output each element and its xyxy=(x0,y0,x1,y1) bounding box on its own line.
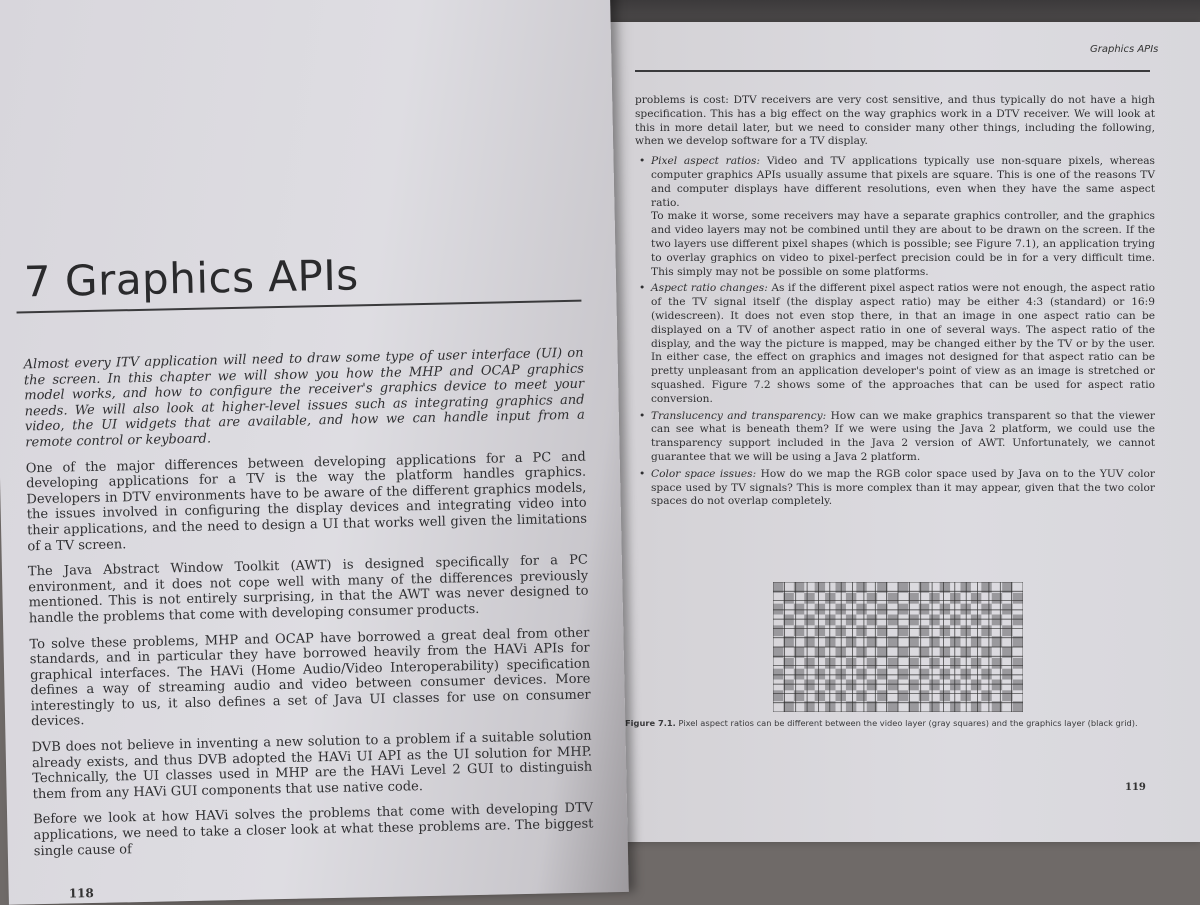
video-pixel-square xyxy=(908,593,918,604)
opening-paragraph: problems is cost: DTV receivers are very cost sensitive, and thus typically do not have a high specification. This has a big effect on the way graphics work in a DTV receiver. We will look at this in more detail later, but we need to consider many other things, including the following, when we develop software for a TV display. xyxy=(635,94,1155,148)
list-item xyxy=(639,155,1155,279)
header-rule xyxy=(635,70,1150,72)
video-pixel-square xyxy=(1002,625,1012,636)
list-item-text: How can we make graphics transparent so that the viewer can see what is beneath them? If we were using the Java 2 platform, we could use the transparency support included in the Java 2 version of AWT. Unfortunately, we cannot guarantee that we will be using a Java 2 platform. xyxy=(651,409,1155,463)
video-pixel-square xyxy=(888,658,898,669)
body-paragraph: One of the major differences between developing applications for a PC and developing applications for a TV is the way the platform handles graphics. Developers in DTV environments have to be aware of the different graphics models, the issues involved in configuring the display devices and integrating video into their applications, and the need to design a UI that works well given the limitations of a TV screen. xyxy=(25,449,588,554)
bullet-icon: • xyxy=(639,155,646,168)
list-item-term: Color space issues: xyxy=(651,467,757,480)
video-pixel-square xyxy=(783,658,793,669)
video-pixel-square xyxy=(783,615,793,626)
list-item-term: Aspect ratio changes: xyxy=(651,282,768,295)
video-pixel-square xyxy=(815,625,825,636)
video-pixel-square xyxy=(804,658,814,669)
video-pixel-square xyxy=(1013,615,1023,626)
video-pixel-square xyxy=(961,604,971,615)
list-item xyxy=(639,282,1155,406)
video-pixel-square xyxy=(929,593,939,604)
body-paragraph: To solve these problems, MHP and OCAP have borrowed a great deal from other standards, and in particular they have borrowed heavily from the HAVi APIs for graphical interfaces. The HAVi (Home Audio/Video Interoperability) specification defines a way of streaming audio and video between consumer devices. More interestingly to us, it also defines a set of Java UI classes for use on consumer devices. xyxy=(29,625,591,730)
video-pixel-square xyxy=(1002,690,1012,701)
video-pixel-square xyxy=(856,625,866,636)
video-pixel-square xyxy=(888,615,898,626)
video-pixel-square xyxy=(981,625,991,636)
video-pixel-square xyxy=(950,593,960,604)
video-pixel-square xyxy=(836,669,846,680)
video-pixel-square xyxy=(846,615,856,626)
video-pixel-square xyxy=(1013,593,1023,604)
video-pixel-square xyxy=(825,658,835,669)
video-pixel-square xyxy=(804,680,814,691)
video-pixel-square xyxy=(846,658,856,669)
chapter-intro: Almost every ITV application will need to draw some type of user interface (UI) on the screen. In this chapter we will show you how the MHP and OCAP graphics model works, and how to configure the receiver's graphics device to meet your needs. We will also look at higher-level issues such as integrating graphics and video, the UI widgets that are available, and how we can handle input from a remote control or keyboard. xyxy=(23,345,585,451)
video-pixel-square xyxy=(846,593,856,604)
video-pixel-square xyxy=(981,669,991,680)
video-pixel-square xyxy=(836,625,846,636)
video-pixel-square xyxy=(804,593,814,604)
right-page-body xyxy=(635,94,1155,512)
video-pixel-square xyxy=(908,680,918,691)
bullet-icon: • xyxy=(639,282,646,295)
list-item xyxy=(639,409,1155,465)
chapter-title: 7 Graphics APIs xyxy=(23,250,360,307)
video-pixel-square xyxy=(929,680,939,691)
page-number-left: 118 xyxy=(68,886,94,901)
list-item-text: How do we map the RGB color space used by Java on to the YUV color space used by TV signals? This is more complex than it may appear, given that the two color spaces do not overlap completely. xyxy=(651,467,1155,508)
video-pixel-square xyxy=(929,658,939,669)
list-item-term: Translucency and transparency: xyxy=(651,409,827,422)
video-pixel-square xyxy=(898,669,908,680)
video-pixel-square xyxy=(981,604,991,615)
video-pixel-square xyxy=(908,615,918,626)
figure-caption xyxy=(625,717,1155,729)
video-pixel-square xyxy=(981,690,991,701)
video-pixel-square xyxy=(1002,669,1012,680)
body-paragraph: The Java Abstract Window Toolkit (AWT) is designed specifically for a PC environment, and it does not cope well with many of the differences previously mentioned. This is not entirely surprising, in that the AWT was never designed to handle the problems that come with developing consumer products. xyxy=(27,552,589,627)
video-pixel-square xyxy=(961,625,971,636)
video-pixel-square xyxy=(877,625,887,636)
video-pixel-square xyxy=(877,690,887,701)
video-pixel-square xyxy=(836,690,846,701)
list-item-extra: To make it worse, some receivers may have a separate graphics controller, and the graphics and video layers may not be combined until they are about to be drawn on the screen. If the two layers use different pixel shapes (which is possible; see Figure 7.1), an application trying to overlay graphics on video to pixel-perfect precision could be in for a very difficult time. This simply may not be possible on some platforms. xyxy=(651,210,1155,278)
video-pixel-square xyxy=(815,669,825,680)
left-page-body xyxy=(23,346,594,870)
video-pixel-square xyxy=(940,604,950,615)
issues-list xyxy=(635,155,1155,509)
video-pixel-square xyxy=(898,690,908,701)
video-pixel-square xyxy=(950,680,960,691)
video-pixel-square xyxy=(815,690,825,701)
video-pixel-square xyxy=(856,690,866,701)
video-pixel-square xyxy=(950,658,960,669)
video-pixel-square xyxy=(961,690,971,701)
pixel-aspect-figure xyxy=(773,582,1023,712)
video-pixel-square xyxy=(950,615,960,626)
video-pixel-square xyxy=(888,593,898,604)
video-pixel-square xyxy=(877,604,887,615)
figure-label: Figure 7.1. xyxy=(625,718,676,728)
running-header: Graphics APIs xyxy=(1090,44,1159,55)
video-pixel-square xyxy=(940,669,950,680)
video-pixel-square xyxy=(971,593,981,604)
video-pixel-square xyxy=(940,625,950,636)
list-item-text: As if the different pixel aspect ratios were not enough, the aspect ratio of the TV signal itself (the display aspect ratio) may be either 4:3 (standard) or 16:9 (widescreen). It does not even stop there, in that an image in one aspect ratio can be displayed on a TV of another aspect ratio in one of several ways. The aspect ratio of the display, and the way the picture is mapped, may be changed either by the TV or by the user. In either case, the effect on graphics and images not designed for that aspect ratio can be pretty unpleasant from an application developer's point of view as an image is stretched or squashed. Figure 7.2 shows some of the approaches that can be used for aspect ratio conversion. xyxy=(651,282,1155,405)
video-pixel-square xyxy=(877,669,887,680)
list-item xyxy=(639,467,1155,509)
video-pixel-square xyxy=(898,625,908,636)
figure-caption-text: Pixel aspect ratios can be different between the video layer (gray squares) and the graphics layer (black grid). xyxy=(678,718,1138,728)
video-pixel-square xyxy=(773,604,783,615)
video-pixel-square xyxy=(1002,604,1012,615)
video-pixel-square xyxy=(773,669,783,680)
page-number-right: 119 xyxy=(1125,782,1146,793)
video-pixel-square xyxy=(804,615,814,626)
list-item-text: Video and TV applications typically use non-square pixels, whereas computer graphics APIs usually assume that pixels are square. This is one of the reasons TV and computer displays have different resolutions, even when they have the same aspect ratio. xyxy=(651,155,1155,209)
video-pixel-square xyxy=(825,615,835,626)
video-pixel-square xyxy=(961,669,971,680)
video-pixel-square xyxy=(971,615,981,626)
video-pixel-square xyxy=(783,593,793,604)
body-paragraph: Before we look at how HAVi solves the problems that come with developing DTV applications, we need to take a closer look at what these problems are. The biggest single cause of xyxy=(33,800,594,859)
video-pixel-square xyxy=(856,669,866,680)
video-pixel-square xyxy=(783,680,793,691)
bullet-icon: • xyxy=(639,467,646,480)
video-pixel-square xyxy=(971,680,981,691)
video-pixel-square xyxy=(1013,658,1023,669)
list-item-term: Pixel aspect ratios: xyxy=(651,155,761,168)
video-pixel-square xyxy=(888,680,898,691)
video-pixel-square xyxy=(929,615,939,626)
video-pixel-square xyxy=(773,690,783,701)
video-pixel-square xyxy=(846,680,856,691)
video-pixel-square xyxy=(773,625,783,636)
video-pixel-square xyxy=(898,604,908,615)
video-pixel-square xyxy=(940,690,950,701)
video-pixel-square xyxy=(815,604,825,615)
body-paragraph: DVB does not believe in inventing a new solution to a problem if a suitable solution already exists, and thus DVB adopted the HAVi UI API as the UI solution for MHP. Technically, the UI classes used in MHP are the HAVi Level 2 GUI to distinguish them from any HAVi GUI components that use native code. xyxy=(31,728,593,803)
bullet-icon: • xyxy=(639,409,646,422)
video-pixel-square xyxy=(908,658,918,669)
video-pixel-square xyxy=(825,680,835,691)
video-pixel-square xyxy=(825,593,835,604)
video-pixel-square xyxy=(971,658,981,669)
right-page xyxy=(585,22,1200,842)
video-pixel-square xyxy=(836,604,846,615)
video-pixel-square xyxy=(856,604,866,615)
video-pixel-square xyxy=(1013,680,1023,691)
